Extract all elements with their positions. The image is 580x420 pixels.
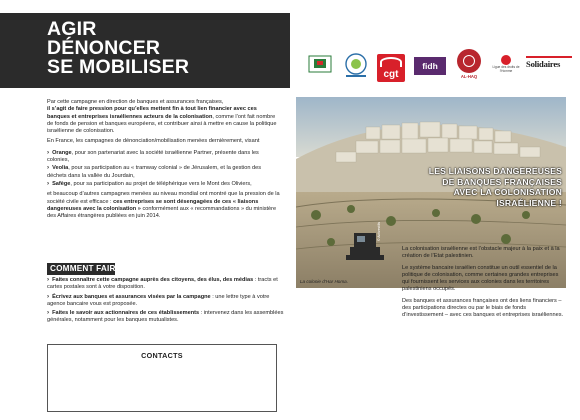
photo-credit: © Activestills: [377, 221, 381, 241]
right-paragraph-3: Des banques et assurances françaises ont des liens financiers – des participations directes ou par le biais de fonds d’investissement – avec ces banques et entreprises israéliennes.: [402, 297, 564, 319]
list-item: › Faites le savoir aux actionnaires de ces établissements : intervenez dans les assemblées générales, notamment pour les banques mutualistes.: [47, 309, 284, 324]
chevron-right-icon: ›: [47, 276, 50, 283]
headline-line: ISRAÉLIENNE !: [496, 197, 562, 208]
list-item: › Veolia, pour sa participation au « tramway colonial » de Jérusalem, et la gestion des déchets dans la vallée du Jourdain,: [47, 164, 262, 179]
headline-line: DE BANQUES FRANÇAISES: [442, 176, 562, 187]
alhaq-logo: AL-HAQ: [454, 49, 484, 81]
chevron-right-icon: ›: [47, 309, 50, 317]
list-item: › Faites connaître cette campagne auprès des citoyens, des élus, des médias : tracts et cartes postales sont à votre disposition.: [47, 276, 278, 291]
how-to-list: [47, 276, 287, 326]
intro-paragraph-2: En France, les campagnes de dénonciation/mobilisation menées dernièrement, visant: [47, 138, 260, 145]
chevron-right-icon: ›: [47, 164, 50, 172]
right-paragraph-2: Le système bancaire israélien constitue un outil essentiel de la politique de colonisation, comme certaines grandes entreprises qui fournissent les services aux colonies dans les territoires palestiniens occupés.: [402, 264, 559, 293]
hero-line: DÉNONCER: [47, 37, 161, 59]
chevron-right-icon: ›: [47, 148, 50, 156]
contacts-label: CONTACTS: [141, 351, 183, 360]
intro-paragraph-1: Par cette campagne en direction de banques et assurances françaises, il s’agit de faire pression pour qu’elles mettent fin à tout lien financier avec ces banques et entreprises israéliennes acteurs de la colonisation, comme l’ont fait nombre de fonds de pension et banques européens, et contribuer ainsi à mettre en cause la politique israélienne de colonisation.: [47, 99, 277, 135]
contacts-box: [47, 344, 277, 412]
right-text: [402, 246, 564, 324]
list-item: › Orange, pour son partenariat avec la société israélienne Partner, présente dans les colonies,: [47, 148, 259, 164]
ldh-logo: Ligue des droits de l’Homme: [492, 55, 520, 77]
right-paragraph-1: La colonisation israélienne est l’obstacle majeur à la paix et à la création de l’Etat palestinien.: [402, 246, 560, 260]
headline-line: AVEC LA COLONISATION: [453, 187, 562, 198]
cgt-logo: cgt: [377, 54, 405, 82]
intro-paragraph-3: et beaucoup d’autres campagnes menées au niveau mondial ont montré que la pression de la société civile est efficace : ces entreprises se sont désengagées de ces « liaisons dangereuses avec la colonisation » conformément aux « recommandations » du ministère des Affaires étrangères publiées en juin 2014.: [47, 191, 280, 220]
chevron-right-icon: ›: [47, 179, 50, 187]
hero-line: AGIR: [47, 18, 97, 40]
headline: [370, 166, 562, 208]
headline-line: LES LIAISONS DANGEREUSES: [428, 166, 562, 176]
ujfp-logo: [305, 53, 335, 77]
target-list: [47, 149, 280, 188]
how-to-heading: COMMENT FAIRE ?: [47, 263, 115, 275]
list-item: › Écrivez aux banques et assurances visées par la campagne : une lettre type à votre agence bancaire vous est proposée.: [47, 292, 270, 307]
fidh-logo: fidh: [414, 57, 446, 75]
partner-logos: [302, 45, 572, 85]
intro-text: [47, 99, 280, 223]
hero-title: [47, 20, 189, 77]
list-item: › Safège, pour sa participation au projet de téléphérique vers le Mont des Oliviers,: [47, 179, 252, 187]
solidaires-logo: Solidaires: [526, 56, 572, 74]
photo-caption: La colonie d’Har Homa.: [300, 279, 349, 284]
chevron-right-icon: ›: [47, 292, 50, 300]
hero-line: SE MOBILISER: [47, 56, 190, 78]
circle-logo: [342, 51, 370, 79]
